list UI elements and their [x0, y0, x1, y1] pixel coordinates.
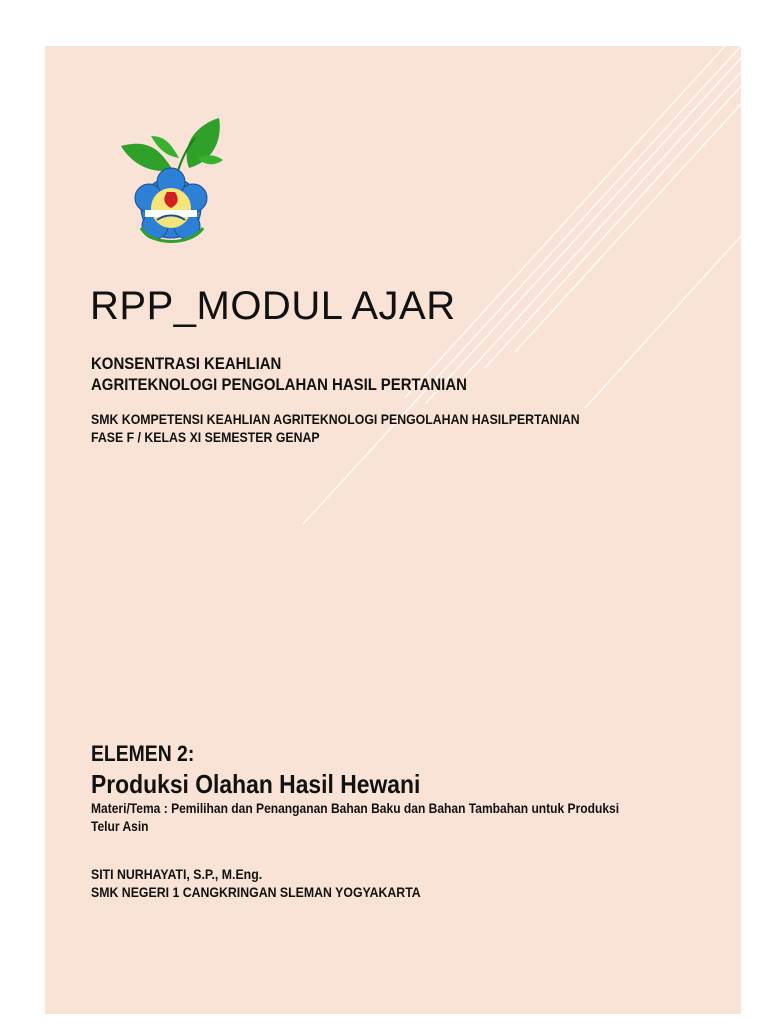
materi-line-2: Telur Asin — [91, 818, 149, 834]
konsentrasi-heading: KONSENTRASI KEAHLIAN — [91, 354, 282, 373]
konsentrasi-name: AGRITEKNOLOGI PENGOLAHAN HASIL PERTANIAN — [91, 375, 467, 394]
cover-page — [45, 46, 741, 1014]
element-label: ELEMEN 2: — [91, 741, 195, 766]
materi-line-1: Materi/Tema : Pemilihan dan Penanganan Bahan Baku dan Bahan Tambahan untuk Produksi — [91, 800, 620, 816]
page-title: RPP_MODUL AJAR — [90, 284, 456, 328]
school-competency: SMK KOMPETENSI KEAHLIAN AGRITEKNOLOGI PENGOLAHAN HASILPERTANIAN — [91, 411, 580, 427]
school-emblem-icon — [111, 108, 231, 248]
institution-name: SMK NEGERI 1 CANGKRINGAN SLEMAN YOGYAKARTA — [91, 884, 421, 900]
element-title: Produksi Olahan Hasil Hewani — [91, 769, 421, 799]
phase-class: FASE F / KELAS XI SEMESTER GENAP — [91, 429, 320, 445]
author-name: SITI NURHAYATI, S.P., M.Eng. — [91, 866, 263, 882]
